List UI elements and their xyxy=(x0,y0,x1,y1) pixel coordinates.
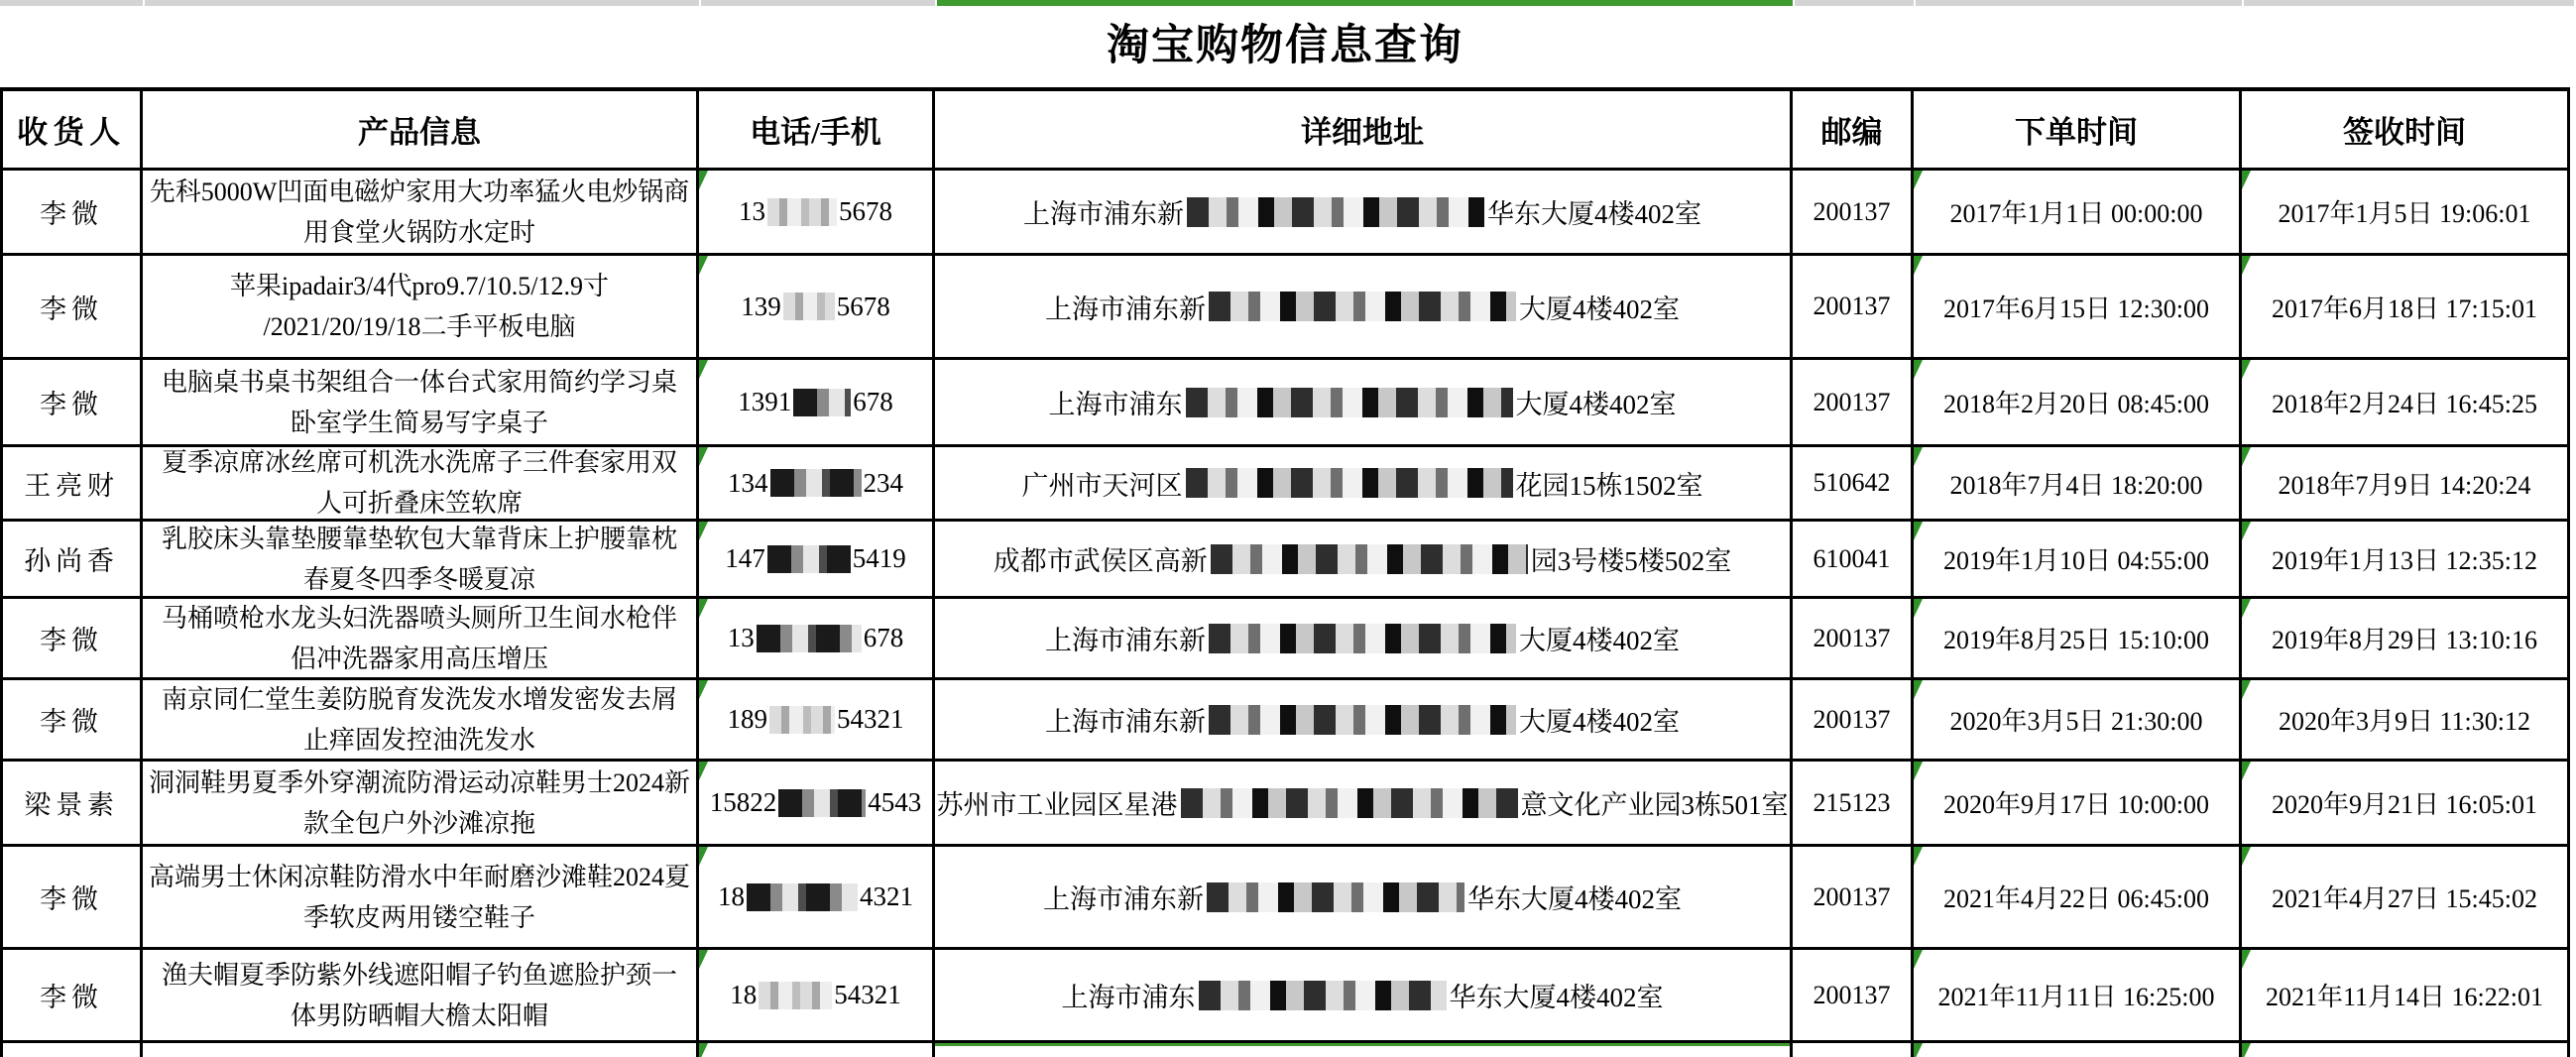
cell-recipient[interactable] xyxy=(0,447,143,522)
phone-text: 134 234 xyxy=(728,467,903,498)
cell-postal[interactable] xyxy=(1793,360,1914,447)
table-header-row xyxy=(0,91,2570,171)
table-row xyxy=(0,950,2570,1043)
cell-phone[interactable] xyxy=(699,599,935,680)
product-line2: 侣冲洗器家用高压增压 xyxy=(290,644,548,673)
redaction-mosaic xyxy=(793,389,851,416)
header-label: 电话/手机 xyxy=(750,115,881,150)
product-line2: 体男防晒帽大檐太阳帽 xyxy=(290,1000,548,1030)
sign-time-text: 2020年3月9日 11:30:12 xyxy=(2279,707,2530,736)
cell-product[interactable] xyxy=(143,599,699,680)
product-line1: 高端男士休闲凉鞋防滑水中年耐磨沙滩鞋2024夏 xyxy=(148,862,690,891)
error-indicator-icon xyxy=(2242,256,2251,275)
order-time-text: 2021年11月11日 16:25:00 xyxy=(1937,983,2215,1011)
cell-phone[interactable] xyxy=(699,256,935,360)
order-time-text: 2017年1月1日 00:00:00 xyxy=(1949,199,2203,228)
redaction-mosaic xyxy=(757,625,862,652)
cell-postal[interactable] xyxy=(1793,950,1914,1043)
cell-product[interactable] xyxy=(143,950,699,1043)
phone-text: 18 54321 xyxy=(730,980,901,1009)
postal-text: 200137 xyxy=(1813,387,1891,416)
sign-time-text: 2021年11月14日 16:22:01 xyxy=(2266,983,2543,1011)
error-indicator-icon xyxy=(1914,1043,1923,1057)
cell-sign-time[interactable] xyxy=(2242,1043,2570,1057)
error-indicator-icon xyxy=(699,762,708,780)
error-indicator-icon xyxy=(2242,599,2251,618)
order-time-text: 2017年6月15日 12:30:00 xyxy=(1943,294,2209,323)
error-indicator-icon xyxy=(699,680,708,699)
page-title[interactable]: 淘宝购物信息查询 xyxy=(1107,23,1464,69)
postal-text: 200137 xyxy=(1813,292,1891,320)
error-indicator-icon xyxy=(1914,171,1923,189)
error-indicator-icon xyxy=(2242,847,2251,866)
cell-sign-time[interactable] xyxy=(2242,680,2570,762)
recipient-text: 梁景素 xyxy=(24,790,119,820)
address-text: 上海市浦东新 大厦4楼402室 xyxy=(1045,288,1680,326)
error-indicator-icon xyxy=(2242,762,2251,780)
error-indicator-icon xyxy=(699,599,708,618)
cell-product[interactable] xyxy=(143,447,699,522)
recipient-text: 孙尚香 xyxy=(24,546,119,576)
error-indicator-icon xyxy=(1914,847,1923,866)
cell-sign-time[interactable] xyxy=(2242,360,2570,447)
error-indicator-icon xyxy=(699,1043,708,1057)
cell-recipient[interactable] xyxy=(0,847,143,950)
cell-sign-time[interactable] xyxy=(2242,447,2570,522)
cell-address[interactable] xyxy=(935,171,1793,256)
phone-text: 15822 4543 xyxy=(709,787,922,817)
cell-order-time[interactable] xyxy=(1914,360,2242,447)
cell-phone[interactable] xyxy=(699,171,935,256)
table-row-partial xyxy=(0,1043,2570,1057)
redaction-mosaic xyxy=(1211,544,1528,574)
product-line2: 用食堂火锅防水定时 xyxy=(302,217,535,247)
cell-order-time[interactable] xyxy=(1914,950,2242,1043)
error-indicator-icon xyxy=(2242,680,2251,699)
col-strip-product[interactable] xyxy=(145,0,699,6)
sign-time-text: 2018年7月9日 14:20:24 xyxy=(2278,470,2531,500)
table-row xyxy=(0,762,2570,847)
redaction-mosaic xyxy=(1209,292,1516,321)
error-indicator-icon xyxy=(1914,680,1923,699)
product-line1: 洞洞鞋男夏季外穿潮流防滑运动凉鞋男士2024新 xyxy=(148,767,690,797)
cell-order-time[interactable] xyxy=(1914,522,2242,599)
cell-order-time[interactable] xyxy=(1914,171,2242,256)
cell-address[interactable] xyxy=(935,599,1793,680)
product-line2: 止痒固发控油洗发水 xyxy=(302,725,535,755)
recipient-text: 李微 xyxy=(40,707,103,737)
redaction-mosaic xyxy=(1181,788,1518,818)
redaction-mosaic xyxy=(778,789,866,817)
cell-sign-time[interactable] xyxy=(2242,256,2570,360)
redaction-mosaic xyxy=(769,706,835,734)
product-line2: 人可折叠床笠软席 xyxy=(315,489,523,518)
phone-text: 1391 678 xyxy=(738,387,893,416)
cell-postal[interactable] xyxy=(1793,522,1914,599)
sign-time-text: 2019年1月13日 12:35:12 xyxy=(2272,546,2537,575)
error-indicator-icon xyxy=(699,847,708,866)
address-text: 上海市浦东新 大厦4楼402室 xyxy=(1045,619,1680,657)
header-postal[interactable] xyxy=(1793,91,1914,171)
phone-text: 18 4321 xyxy=(718,881,913,911)
table-row xyxy=(0,847,2570,950)
recipient-text: 李微 xyxy=(40,884,103,914)
postal-text: 200137 xyxy=(1813,980,1891,1009)
cell-recipient[interactable] xyxy=(0,950,143,1043)
header-address[interactable] xyxy=(935,91,1793,171)
error-indicator-icon xyxy=(699,256,708,275)
cell-order-time[interactable] xyxy=(1914,599,2242,680)
cell-product[interactable] xyxy=(143,522,699,599)
phone-text: 13 678 xyxy=(727,623,904,652)
error-indicator-icon xyxy=(1914,256,1923,275)
cell-order-time[interactable] xyxy=(1914,762,2242,847)
recipient-text: 李微 xyxy=(40,199,103,229)
redaction-mosaic xyxy=(1187,197,1484,227)
cell-address[interactable] xyxy=(935,256,1793,360)
error-indicator-icon xyxy=(2242,171,2251,189)
cell-product[interactable] xyxy=(143,847,699,950)
col-strip-order[interactable] xyxy=(1916,0,2242,6)
recipient-text: 李微 xyxy=(40,626,103,655)
error-indicator-icon xyxy=(1914,950,1923,969)
cell-phone[interactable] xyxy=(699,360,935,447)
cell-product[interactable] xyxy=(143,762,699,847)
error-indicator-icon xyxy=(2242,522,2251,540)
sign-time-text: 2018年2月24日 16:45:25 xyxy=(2272,390,2537,418)
table-row xyxy=(0,599,2570,680)
order-time-text: 2021年4月22日 06:45:00 xyxy=(1943,884,2209,913)
cell-sign-time[interactable] xyxy=(2242,950,2570,1043)
cell-phone[interactable] xyxy=(699,1043,935,1057)
col-strip-sign[interactable] xyxy=(2244,0,2574,6)
cell-address[interactable] xyxy=(935,522,1793,599)
cell-address[interactable] xyxy=(935,762,1793,847)
cell-phone[interactable] xyxy=(699,847,935,950)
col-strip-address-selected[interactable] xyxy=(937,0,1793,6)
header-label: 详细地址 xyxy=(1301,115,1424,150)
redaction-mosaic xyxy=(1186,468,1513,498)
cell-product[interactable] xyxy=(143,256,699,360)
header-label: 签收时间 xyxy=(2343,115,2466,150)
recipient-text: 李微 xyxy=(40,390,103,419)
postal-text: 610041 xyxy=(1813,543,1891,573)
cell-address[interactable] xyxy=(935,680,1793,762)
postal-text: 200137 xyxy=(1813,623,1891,652)
error-indicator-icon xyxy=(2242,950,2251,969)
cell-postal[interactable] xyxy=(1793,447,1914,522)
column-header-strip xyxy=(0,0,2576,6)
address-text: 上海市浦东 华东大厦4楼402室 xyxy=(1062,976,1664,1014)
cell-phone[interactable] xyxy=(699,680,935,762)
error-indicator-icon xyxy=(1914,360,1923,379)
header-label: 下单时间 xyxy=(2015,115,2138,150)
header-label: 收货人 xyxy=(17,115,126,150)
cell-recipient[interactable] xyxy=(0,762,143,847)
cell-address[interactable] xyxy=(935,950,1793,1043)
address-text: 广州市天河区 花园15栋1502室 xyxy=(1022,464,1703,503)
recipient-text: 李微 xyxy=(40,983,103,1012)
cell-phone[interactable] xyxy=(699,950,935,1043)
sign-time-text: 2019年8月29日 13:10:16 xyxy=(2272,626,2537,654)
cell-sign-time[interactable] xyxy=(2242,762,2570,847)
cell-order-time[interactable] xyxy=(1914,847,2242,950)
error-indicator-icon xyxy=(699,171,708,189)
cell-recipient[interactable] xyxy=(0,256,143,360)
cell-product[interactable] xyxy=(143,360,699,447)
error-indicator-icon xyxy=(1914,447,1923,466)
header-label: 邮编 xyxy=(1820,115,1883,150)
cell-product[interactable] xyxy=(143,680,699,762)
product-line1: 先科5000W凹面电磁炉家用大功率猛火电炒锅商 xyxy=(149,176,690,206)
cell-recipient[interactable] xyxy=(0,360,143,447)
product-line2: /2021/20/19/18二手平板电脑 xyxy=(263,312,576,341)
postal-text: 200137 xyxy=(1813,196,1891,226)
redaction-mosaic xyxy=(747,883,858,911)
product-line1: 南京同仁堂生姜防脱育发洗发水增发密发去屑 xyxy=(161,684,677,714)
error-indicator-icon xyxy=(699,447,708,466)
product-line1: 马桶喷枪水龙头妇洗器喷头厕所卫生间水枪伴 xyxy=(161,603,677,633)
cell-product[interactable] xyxy=(143,1043,699,1057)
sign-time-text: 2021年4月27日 15:45:02 xyxy=(2272,884,2537,913)
redaction-mosaic xyxy=(759,982,832,1009)
cell-postal[interactable] xyxy=(1793,171,1914,256)
recipient-text: 李微 xyxy=(40,294,103,324)
header-sign-time[interactable] xyxy=(2242,91,2570,171)
cell-phone[interactable] xyxy=(699,447,935,522)
cell-sign-time[interactable] xyxy=(2242,522,2570,599)
order-time-text: 2019年1月10日 04:55:00 xyxy=(1943,546,2209,575)
cell-postal[interactable] xyxy=(1793,1043,1914,1057)
product-line1: 夏季凉席冰丝席可机洗水洗席子三件套家用双 xyxy=(161,448,677,477)
product-line1: 电脑桌书桌书架组合一体台式家用简约学习桌 xyxy=(161,367,677,397)
cell-recipient[interactable] xyxy=(0,680,143,762)
header-label: 产品信息 xyxy=(358,115,481,150)
redaction-mosaic xyxy=(767,198,837,226)
redaction-mosaic xyxy=(1199,981,1447,1010)
order-time-text: 2020年9月17日 10:00:00 xyxy=(1943,790,2209,819)
error-indicator-icon xyxy=(1914,599,1923,618)
cell-sign-time[interactable] xyxy=(2242,847,2570,950)
table-row xyxy=(0,680,2570,762)
col-strip-phone[interactable] xyxy=(701,0,935,6)
order-time-text: 2018年2月20日 08:45:00 xyxy=(1943,390,2209,418)
error-indicator-icon xyxy=(699,950,708,969)
cell-postal[interactable] xyxy=(1793,256,1914,360)
cell-recipient[interactable] xyxy=(0,522,143,599)
table-row xyxy=(0,360,2570,447)
cell-product[interactable] xyxy=(143,171,699,256)
header-recipient[interactable] xyxy=(0,91,143,171)
address-text: 成都市武侯区高新 园3号楼5楼502室 xyxy=(994,539,1732,578)
orders-table xyxy=(0,87,2570,1057)
redaction-mosaic xyxy=(1209,624,1516,653)
cell-phone[interactable] xyxy=(699,762,935,847)
phone-text: 189 54321 xyxy=(727,704,904,734)
error-indicator-icon xyxy=(699,522,708,540)
cell-address[interactable] xyxy=(935,847,1793,950)
sign-time-text: 2020年9月21日 16:05:01 xyxy=(2272,790,2537,819)
postal-text: 215123 xyxy=(1813,787,1891,817)
address-text: 上海市浦东 大厦4楼402室 xyxy=(1049,383,1677,421)
address-text: 上海市浦东新 华东大厦4楼402室 xyxy=(1043,878,1682,916)
redaction-mosaic xyxy=(1207,882,1464,912)
product-line2: 春夏冬四季冬暖夏凉 xyxy=(302,564,535,594)
cell-address[interactable] xyxy=(935,360,1793,447)
postal-text: 200137 xyxy=(1813,704,1891,734)
postal-text: 510642 xyxy=(1813,468,1891,497)
cell-postal[interactable] xyxy=(1793,847,1914,950)
table-row xyxy=(0,171,2570,256)
recipient-text: 王亮财 xyxy=(24,470,119,501)
redaction-mosaic xyxy=(1186,388,1513,417)
table-row xyxy=(0,256,2570,360)
header-order-time[interactable] xyxy=(1914,91,2242,171)
cell-order-time[interactable] xyxy=(1914,1043,2242,1057)
redaction-mosaic xyxy=(783,293,835,320)
sign-time-text: 2017年6月18日 17:15:01 xyxy=(2272,294,2537,323)
product-line1: 苹果ipadair3/4代pro9.7/10.5/12.9寸 xyxy=(229,272,609,300)
col-strip-postal[interactable] xyxy=(1795,0,1914,6)
table-row xyxy=(0,522,2570,599)
redaction-mosaic xyxy=(770,469,862,497)
postal-text: 200137 xyxy=(1813,881,1891,911)
product-line2: 卧室学生简易写字桌子 xyxy=(290,408,548,437)
col-strip-recipient[interactable] xyxy=(0,0,143,6)
cell-address[interactable] xyxy=(935,447,1793,522)
cell-order-time[interactable] xyxy=(1914,256,2242,360)
cell-sign-time[interactable] xyxy=(2242,599,2570,680)
cell-order-time[interactable] xyxy=(1914,447,2242,522)
product-line1: 渔夫帽夏季防紫外线遮阳帽子钓鱼遮脸护颈一 xyxy=(161,960,677,990)
redaction-mosaic xyxy=(1209,705,1516,735)
order-time-text: 2020年3月5日 21:30:00 xyxy=(1949,707,2203,736)
product-line2: 款全包户外沙滩凉拖 xyxy=(302,808,535,838)
redaction-mosaic xyxy=(767,545,851,573)
phone-text: 13 5678 xyxy=(739,196,892,226)
cell-sign-time[interactable] xyxy=(2242,171,2570,256)
error-indicator-icon xyxy=(699,360,708,379)
cell-recipient[interactable] xyxy=(0,1043,143,1057)
phone-text: 139 5678 xyxy=(741,291,890,321)
selection-border xyxy=(935,1043,1793,1046)
header-phone[interactable] xyxy=(699,91,935,171)
error-indicator-icon xyxy=(2242,1043,2251,1057)
product-line2: 季软皮两用镂空鞋子 xyxy=(302,902,535,932)
cell-order-time[interactable] xyxy=(1914,680,2242,762)
error-indicator-icon xyxy=(2242,360,2251,379)
address-text: 上海市浦东新 大厦4楼402室 xyxy=(1045,700,1680,739)
cell-recipient[interactable] xyxy=(0,599,143,680)
table-row xyxy=(0,447,2570,522)
cell-address-selected[interactable] xyxy=(935,1043,1793,1057)
cell-postal[interactable] xyxy=(1793,599,1914,680)
cell-recipient[interactable] xyxy=(0,171,143,256)
header-product[interactable] xyxy=(143,91,699,171)
phone-text: 147 5419 xyxy=(725,543,906,573)
address-text: 苏州市工业园区星港 意文化产业园3栋501室 xyxy=(937,783,1789,822)
error-indicator-icon xyxy=(1914,762,1923,780)
error-indicator-icon xyxy=(1914,522,1923,540)
order-time-text: 2019年8月25日 15:10:00 xyxy=(1943,626,2209,654)
cell-postal[interactable] xyxy=(1793,680,1914,762)
cell-phone[interactable] xyxy=(699,522,935,599)
error-indicator-icon xyxy=(2242,447,2251,466)
address-text: 上海市浦东新 华东大厦4楼402室 xyxy=(1023,192,1701,231)
sign-time-text: 2017年1月5日 19:06:01 xyxy=(2278,199,2531,228)
cell-postal[interactable] xyxy=(1793,762,1914,847)
product-line1: 乳胶床头靠垫腰靠垫软包大靠背床上护腰靠枕 xyxy=(161,524,677,553)
order-time-text: 2018年7月4日 18:20:00 xyxy=(1949,470,2203,500)
